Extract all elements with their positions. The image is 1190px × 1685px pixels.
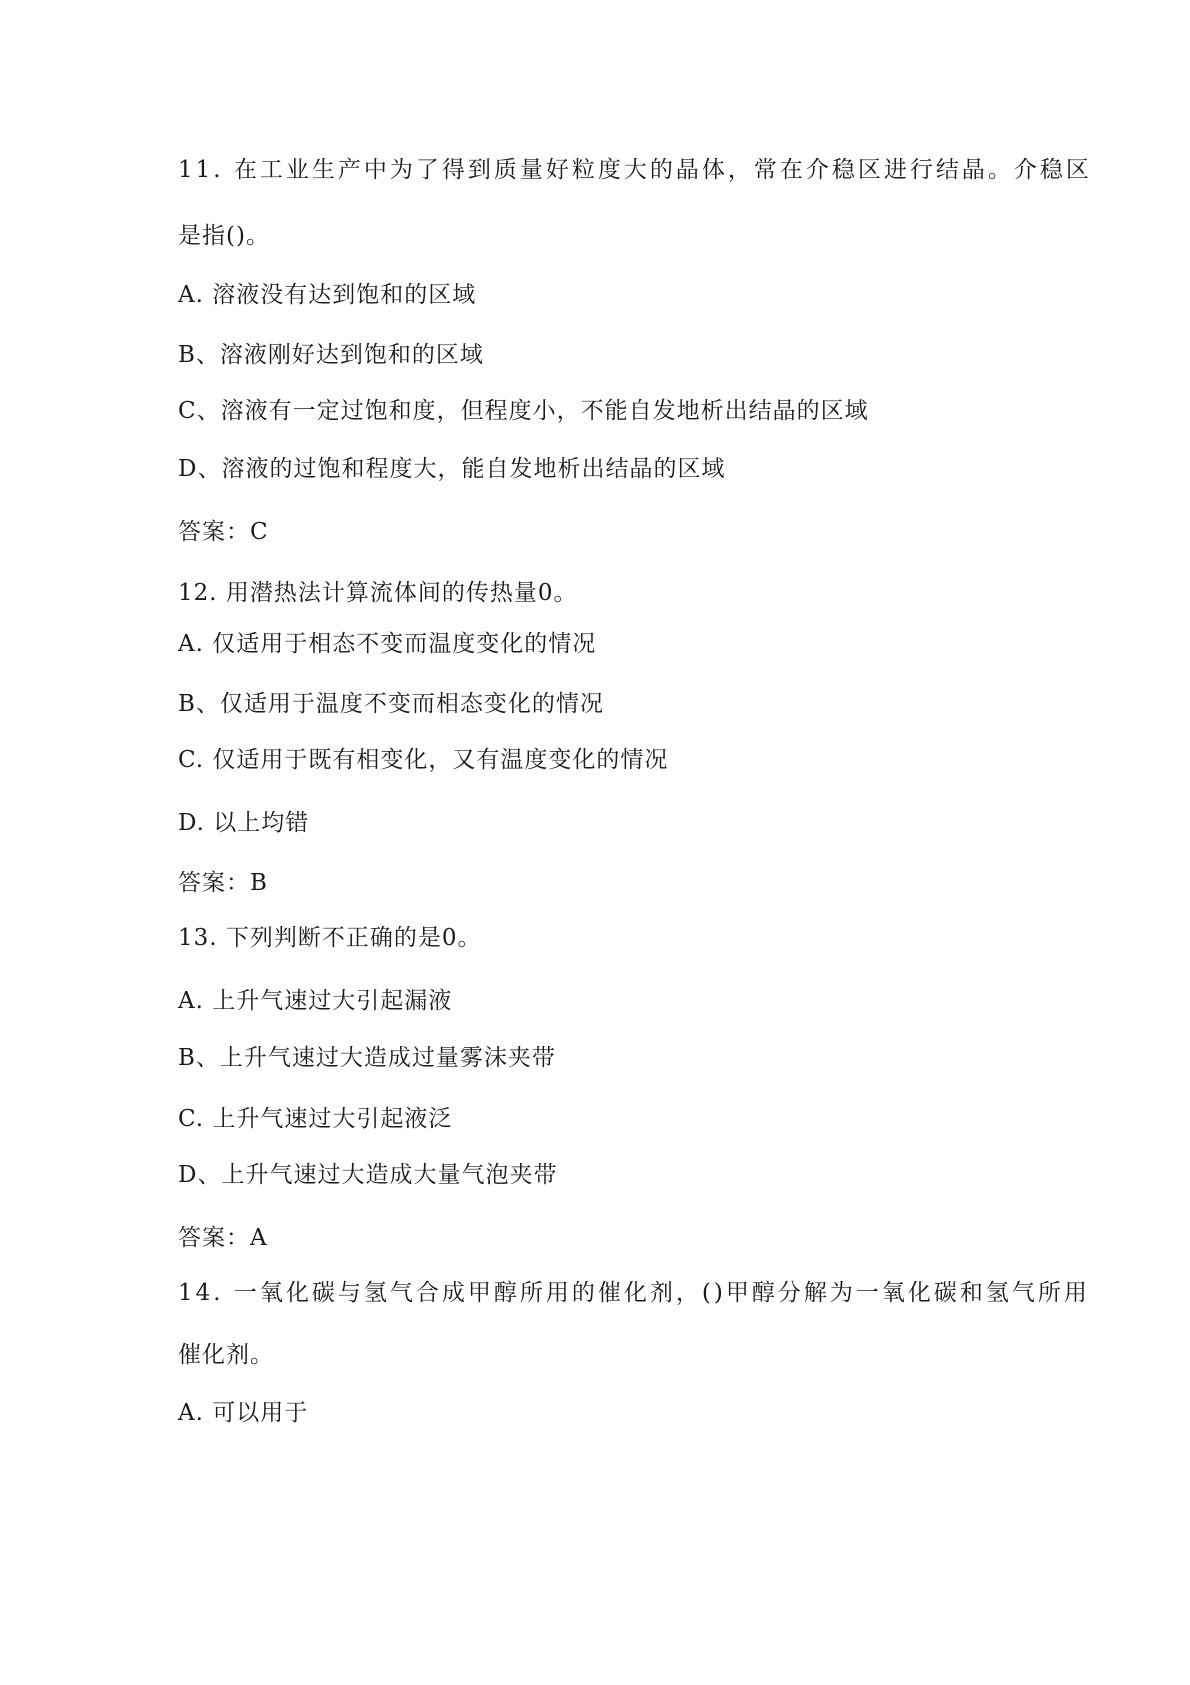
question-12-option-b: B、仅适用于温度不变而相态变化的情况 [178,691,604,717]
question-13-option-a: A. 上升气速过大引起漏液 [178,988,453,1014]
question-13-option-d: D、上升气速过大造成大量气泡夹带 [178,1162,558,1188]
question-11-option-c: C、溶液有一定过饱和度，但程度小，不能自发地析出结晶的区域 [178,398,869,424]
question-12-option-d: D. 以上均错 [178,810,310,836]
question-14-stem-line-2: 催化剂。 [178,1342,274,1368]
question-14-option-a: A. 可以用于 [178,1400,309,1426]
question-13-option-c: C. 上升气速过大引起液泛 [178,1106,453,1132]
question-13-answer: 答案：A [178,1225,268,1251]
question-12-stem-line-1: 12. 用潜热法计算流体间的传热量0。 [178,580,578,606]
question-14-stem-line-1: 14. 一氧化碳与氢气合成甲醇所用的催化剂，()甲醇分解为一氧化碳和氢气所用 [178,1280,1090,1306]
question-11-stem-line-1: 11. 在工业生产中为了得到质量好粒度大的晶体，常在介稳区进行结晶。介稳区 [178,157,1092,183]
question-11-stem-line-2: 是指()。 [178,223,270,249]
question-13-option-b: B、上升气速过大造成过量雾沫夹带 [178,1045,556,1071]
question-12-option-c: C. 仅适用于既有相变化，又有温度变化的情况 [178,747,669,773]
question-12-option-a: A. 仅适用于相态不变而温度变化的情况 [178,631,597,657]
question-11-option-b: B、溶液刚好达到饱和的区域 [178,342,484,368]
question-11-answer: 答案：C [178,519,269,545]
question-13-stem-line-1: 13. 下列判断不正确的是0。 [178,925,482,951]
question-12-answer: 答案：B [178,870,268,896]
question-11-option-a: A. 溶液没有达到饱和的区域 [178,282,477,308]
question-11-option-d: D、溶液的过饱和程度大，能自发地析出结晶的区域 [178,456,726,482]
